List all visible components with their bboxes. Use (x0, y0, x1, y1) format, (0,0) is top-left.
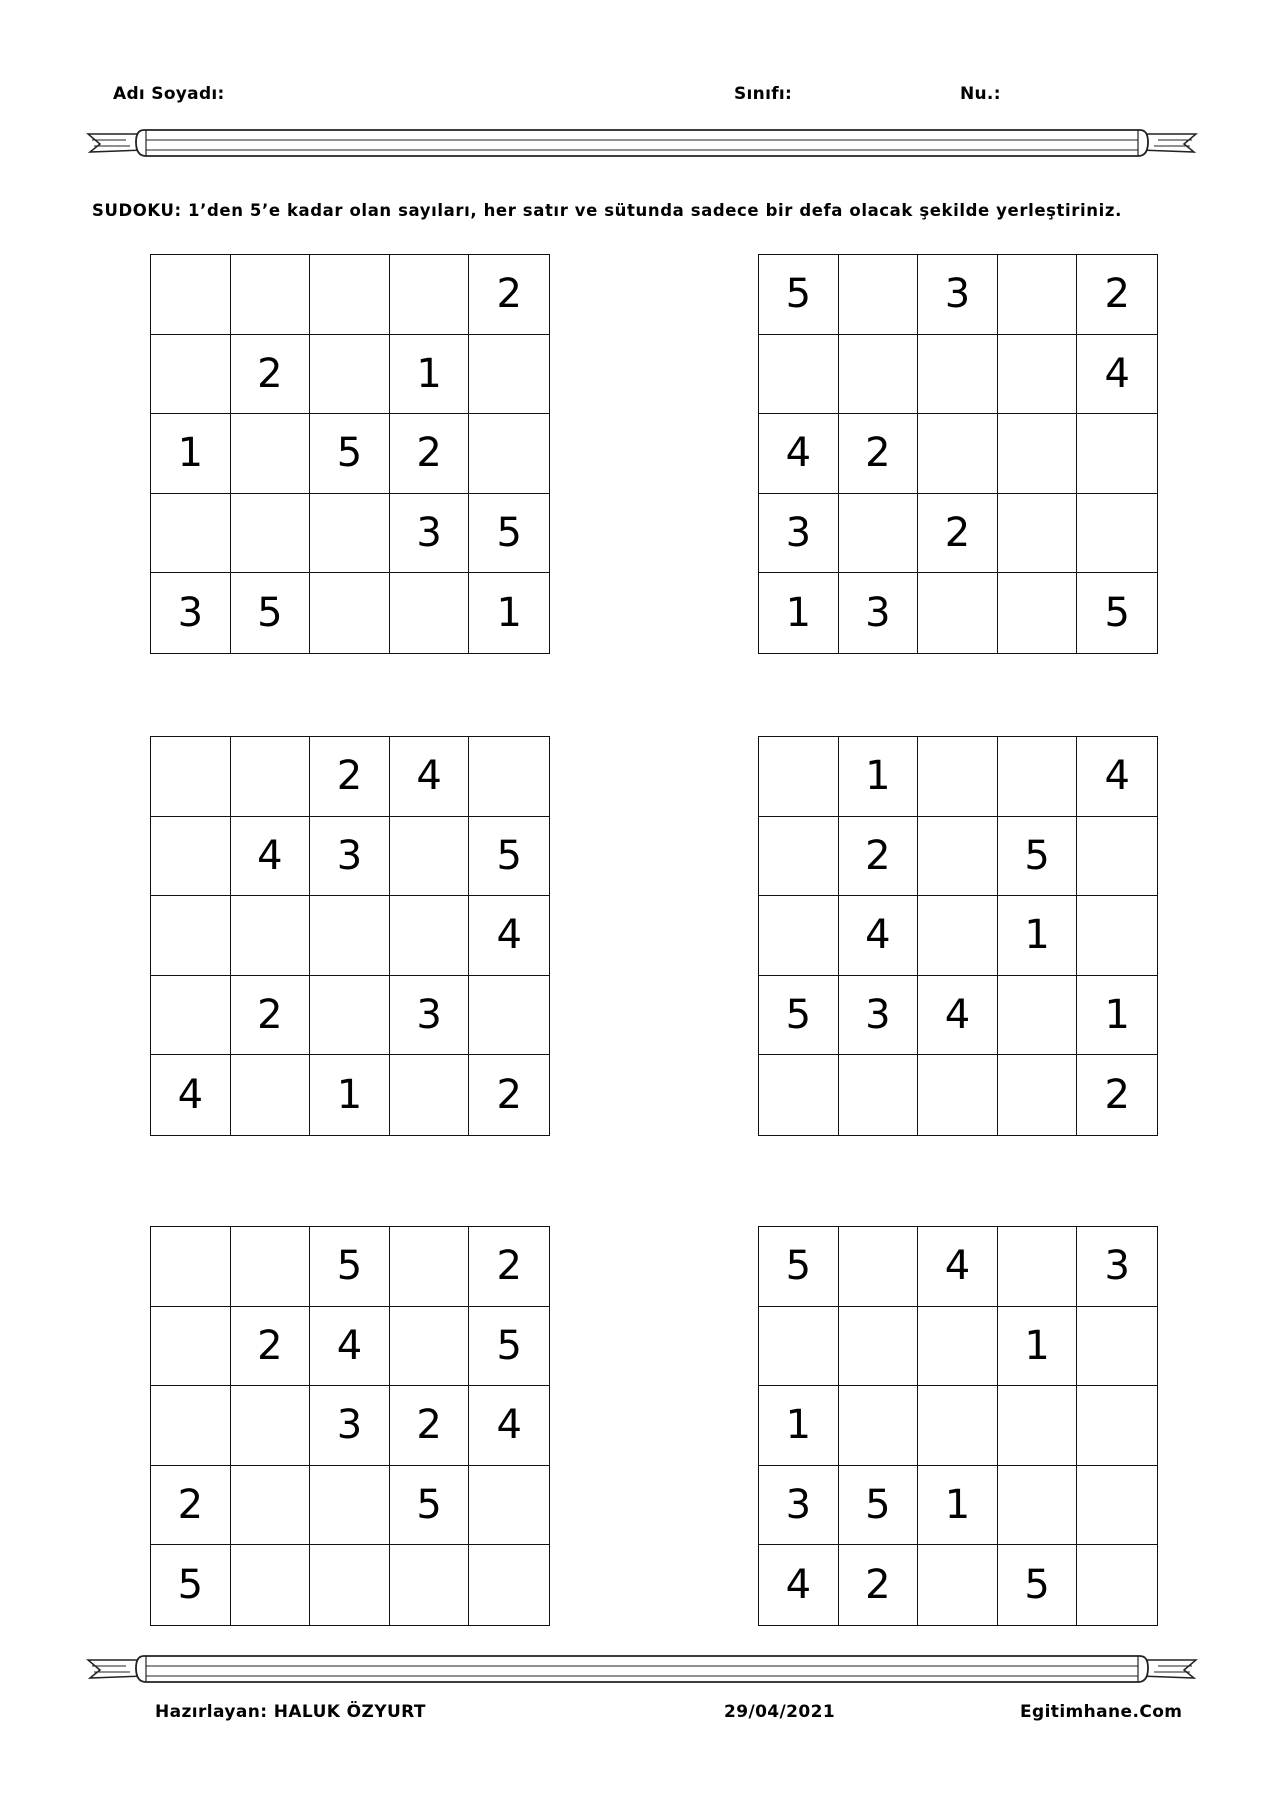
date-label: 29/04/2021 (724, 1702, 836, 1722)
sudoku-cell (1077, 817, 1157, 897)
sudoku-cell: 2 (231, 1307, 311, 1387)
sudoku-cell (151, 1307, 231, 1387)
sudoku-cell (310, 335, 390, 415)
sudoku-cell (231, 896, 311, 976)
sudoku-cell (998, 737, 1078, 817)
sudoku-cell: 1 (390, 335, 470, 415)
sudoku-cell (759, 335, 839, 415)
sudoku-cell (918, 1545, 998, 1625)
sudoku-cell: 3 (759, 494, 839, 574)
sudoku-cell: 2 (839, 1545, 919, 1625)
sudoku-cell (918, 1055, 998, 1135)
sudoku-cell (1077, 1307, 1157, 1387)
sudoku-cell: 3 (1077, 1227, 1157, 1307)
sudoku-cell: 4 (390, 737, 470, 817)
sudoku-cell: 3 (390, 976, 470, 1056)
sudoku-cell (839, 1227, 919, 1307)
sudoku-cell (998, 1386, 1078, 1466)
sudoku-cell (151, 255, 231, 335)
sudoku-cell: 2 (310, 737, 390, 817)
sudoku-cell: 5 (759, 255, 839, 335)
sudoku-cell: 1 (998, 1307, 1078, 1387)
sudoku-cell: 4 (1077, 335, 1157, 415)
sudoku-cell: 3 (759, 1466, 839, 1546)
sudoku-cell (839, 1307, 919, 1387)
sudoku-cell: 5 (759, 1227, 839, 1307)
sudoku-cell: 5 (390, 1466, 470, 1546)
sudoku-cell (469, 1545, 549, 1625)
sudoku-cell (231, 737, 311, 817)
name-label: Adı Soyadı: (113, 84, 225, 104)
sudoku-cell (759, 737, 839, 817)
sudoku-cell: 4 (1077, 737, 1157, 817)
sudoku-grid-1 (150, 254, 550, 654)
sudoku-cell (390, 573, 470, 653)
sudoku-cell (310, 1545, 390, 1625)
sudoku-cell (998, 255, 1078, 335)
sudoku-cell (1077, 896, 1157, 976)
sudoku-cell: 3 (839, 976, 919, 1056)
sudoku-cell (918, 817, 998, 897)
sudoku-cell: 4 (151, 1055, 231, 1135)
sudoku-cell (390, 817, 470, 897)
sudoku-cell (918, 737, 998, 817)
sudoku-cell: 2 (390, 414, 470, 494)
sudoku-cell (1077, 494, 1157, 574)
sudoku-cell (839, 494, 919, 574)
sudoku-cell: 4 (231, 817, 311, 897)
sudoku-cell: 1 (496, 590, 522, 637)
sudoku-cell (759, 896, 839, 976)
sudoku-cell (469, 976, 549, 1056)
sudoku-cell: 2 (231, 976, 311, 1056)
sudoku-cell: 2 (1077, 255, 1157, 335)
sudoku-cell (998, 494, 1078, 574)
sudoku-grid-2 (758, 254, 1158, 654)
sudoku-cell: 1 (998, 896, 1078, 976)
sudoku-cell (151, 335, 231, 415)
sudoku-cell (151, 737, 231, 817)
sudoku-cell (151, 1227, 231, 1307)
sudoku-cell: 2 (918, 494, 998, 574)
sudoku-cell (390, 1307, 470, 1387)
sudoku-cell: 2 (1104, 1072, 1130, 1119)
sudoku-grid-6 (758, 1226, 1158, 1626)
sudoku-cell: 5 (310, 414, 390, 494)
sudoku-cell (469, 1466, 549, 1546)
sudoku-cell (839, 1055, 919, 1135)
sudoku-cell (390, 255, 470, 335)
sudoku-cell (759, 817, 839, 897)
sudoku-cell: 3 (839, 573, 919, 653)
sudoku-cell (469, 335, 549, 415)
sudoku-cell: 4 (310, 1307, 390, 1387)
sudoku-cell: 5 (310, 1227, 390, 1307)
class-label: Sınıfı: (734, 84, 793, 104)
sudoku-cell (151, 1386, 231, 1466)
sudoku-cell (310, 255, 390, 335)
sudoku-cell (310, 494, 390, 574)
sudoku-grid-4 (758, 736, 1158, 1136)
sudoku-cell: 2 (839, 414, 919, 494)
sudoku-cell (918, 1386, 998, 1466)
sudoku-cell (839, 1386, 919, 1466)
sudoku-cell: 3 (310, 817, 390, 897)
sudoku-cell: 3 (310, 1386, 390, 1466)
sudoku-cell: 1 (151, 414, 231, 494)
sudoku-cell (390, 896, 470, 976)
sudoku-cell: 5 (1104, 590, 1130, 637)
sudoku-cell: 4 (469, 1386, 549, 1466)
sudoku-cell (759, 1307, 839, 1387)
sudoku-cell: 5 (759, 976, 839, 1056)
sudoku-cell: 5 (469, 817, 549, 897)
sudoku-cell (310, 573, 390, 653)
sudoku-cell: 3 (918, 255, 998, 335)
sudoku-cell: 2 (469, 255, 549, 335)
sudoku-cell: 5 (231, 573, 311, 653)
sudoku-cell: 4 (759, 414, 839, 494)
sudoku-cell: 3 (390, 494, 470, 574)
author-label: Hazırlayan: HALUK ÖZYURT (155, 1702, 426, 1722)
sudoku-cell (918, 573, 998, 653)
sudoku-cell: 2 (839, 817, 919, 897)
sudoku-cell (231, 1545, 311, 1625)
sudoku-cell (390, 1545, 470, 1625)
sudoku-cell: 1 (759, 1386, 839, 1466)
sudoku-cell: 5 (469, 1307, 549, 1387)
sudoku-cell: 1 (759, 573, 839, 653)
sudoku-cell: 4 (918, 976, 998, 1056)
sudoku-cell (998, 573, 1078, 653)
sudoku-cell (918, 896, 998, 976)
sudoku-cell (151, 817, 231, 897)
sudoku-cell (839, 255, 919, 335)
sudoku-cell: 5 (998, 817, 1078, 897)
sudoku-grid-3 (150, 736, 550, 1136)
sudoku-cell: 2 (151, 1466, 231, 1546)
sudoku-cell: 5 (469, 494, 549, 574)
sudoku-cell: 1 (1077, 976, 1157, 1056)
sudoku-cell (998, 335, 1078, 415)
sudoku-cell: 4 (918, 1227, 998, 1307)
sudoku-cell: 2 (231, 335, 311, 415)
sudoku-cell: 1 (918, 1466, 998, 1546)
top-scroll-banner (86, 120, 1198, 172)
sudoku-cell (998, 1227, 1078, 1307)
sudoku-cell (759, 1055, 839, 1135)
sudoku-cell (998, 414, 1078, 494)
sudoku-cell (231, 1466, 311, 1546)
sudoku-cell (1077, 1545, 1157, 1625)
sudoku-cell (151, 976, 231, 1056)
sudoku-cell (918, 1307, 998, 1387)
sudoku-cell (151, 896, 231, 976)
bottom-scroll-banner (86, 1646, 1198, 1698)
sudoku-cell (231, 1055, 311, 1135)
sudoku-cell (918, 414, 998, 494)
number-label: Nu.: (960, 84, 1001, 104)
sudoku-cell (310, 1466, 390, 1546)
sudoku-cell (839, 335, 919, 415)
sudoku-cell: 4 (839, 896, 919, 976)
sudoku-cell (310, 976, 390, 1056)
sudoku-cell (390, 1227, 470, 1307)
sudoku-cell: 1 (839, 737, 919, 817)
sudoku-cell: 2 (496, 1072, 522, 1119)
sudoku-cell (1077, 1386, 1157, 1466)
sudoku-cell (231, 414, 311, 494)
sudoku-cell: 2 (469, 1227, 549, 1307)
sudoku-cell (469, 414, 549, 494)
sudoku-cell: 5 (151, 1545, 231, 1625)
sudoku-cell: 5 (998, 1545, 1078, 1625)
instruction-text: SUDOKU: 1’den 5’e kadar olan sayıları, her satır ve sütunda sadece bir defa olacak şekilde yerleştiriniz. (92, 201, 1122, 220)
sudoku-cell: 4 (759, 1545, 839, 1625)
sudoku-cell (310, 896, 390, 976)
sudoku-cell (390, 1055, 470, 1135)
sudoku-cell (151, 494, 231, 574)
sudoku-cell (231, 1227, 311, 1307)
sudoku-cell: 1 (310, 1055, 390, 1135)
sudoku-cell: 4 (469, 896, 549, 976)
sudoku-cell (998, 976, 1078, 1056)
sudoku-cell (231, 1386, 311, 1466)
sudoku-cell (231, 494, 311, 574)
sudoku-cell: 5 (839, 1466, 919, 1546)
sudoku-cell: 2 (390, 1386, 470, 1466)
sudoku-cell: 3 (151, 573, 231, 653)
sudoku-cell (231, 255, 311, 335)
sudoku-grid-5 (150, 1226, 550, 1626)
sudoku-cell (1077, 414, 1157, 494)
sudoku-cell (918, 335, 998, 415)
site-label: Egitimhane.Com (1020, 1702, 1183, 1722)
sudoku-cell (1077, 1466, 1157, 1546)
sudoku-cell (998, 1055, 1078, 1135)
sudoku-cell (469, 737, 549, 817)
sudoku-cell (998, 1466, 1078, 1546)
